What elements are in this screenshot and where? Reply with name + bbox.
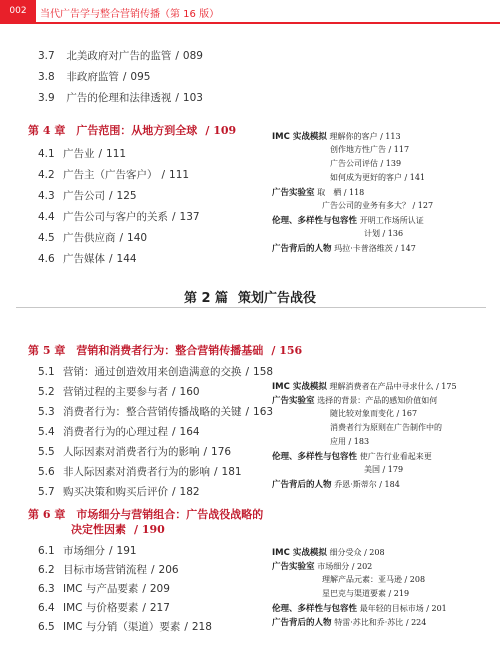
section-page: 111 [106,148,127,160]
side-feature-line [330,436,369,447]
section-page: 111 [169,169,190,181]
section-number: 5.6 [38,466,55,478]
feature-label: 广告实验室 [272,188,315,198]
section-title: 市场细分 [63,545,105,557]
chapter-heading: 第 4 章 广告范围：从地方到全球 / 109 [28,124,237,137]
section-page: 217 [149,602,170,614]
section-number: 3.9 [38,92,55,104]
section-number: 5.1 [38,366,55,378]
side-feature-line [272,214,424,226]
feature-text: 星巴克与渠道要素 / 219 [322,589,410,598]
section-number: 5.3 [38,406,55,418]
side-feature-line [322,200,433,211]
section-page: 191 [116,545,137,557]
side-feature-line [272,546,385,558]
section-number: 4.4 [38,211,55,223]
toc-section-row: 4.5 广告供应商 / 140 [38,232,148,244]
toc-section-row: 5.4 消费者行为的心理过程 / 164 [38,426,200,438]
section-page: 163 [253,406,274,418]
section-title: 广告的伦理和法律透视 [66,92,172,104]
chapter-page: 190 [141,523,165,536]
toc-section-row: 6.4 IMC 与价格要素 / 217 [38,602,170,614]
toc-section-row: 5.1 营销：通过创造效用来创造满意的交换 / 158 [38,366,274,378]
section-title: IMC 与产品要素 [63,583,139,595]
section-title: 广告公司 [63,190,105,202]
feature-text: 开明工作场所认证 [359,216,424,225]
feature-label: 广告实验室 [272,562,315,572]
section-number: 5.4 [38,426,55,438]
feature-text: 特雷·苏比和乔·苏比 / 224 [334,618,427,627]
section-page: 181 [221,466,242,478]
side-feature-line [330,172,425,183]
part-label: 第 2 篇 [183,291,229,306]
toc-section-row: 4.4 广告公司与客户的关系 / 137 [38,211,200,223]
toc-section-row: 5.6 非人际因素对消费者行为的影响 / 181 [38,466,242,478]
feature-text: 理解产品元素：亚马逊 / 208 [322,575,426,584]
feature-label: 广告背后的人物 [272,618,332,628]
feature-text: 理解你的客户 / 113 [329,132,401,141]
toc-section-row: 4.3 广告公司 / 125 [38,190,137,202]
part-divider [16,307,486,308]
feature-text: 乔恩·斯蒂尔 / 184 [334,480,400,489]
section-title: 人际因素对消费者行为的影响 [63,446,200,458]
section-title: 购买决策和购买后评价 [63,486,168,498]
feature-text: 玛拉·卡普洛维茨 / 147 [334,244,416,253]
section-title: IMC 与分销（渠道）要素 [63,621,181,633]
chapter-heading-line2: 决定性因素 / 190 [71,523,165,536]
side-feature-line [364,228,403,239]
section-number: 5.5 [38,446,55,458]
side-feature-line [330,158,401,169]
feature-text: 创作地方性广告 / 117 [330,145,410,154]
page-header [0,0,500,24]
feature-label: IMC 实战模拟 [272,132,327,142]
chapter-page: 109 [213,124,237,137]
side-feature-line [330,408,417,419]
section-title: IMC 与价格要素 [63,602,139,614]
feature-text: 使广告行业看起来更 [359,452,432,461]
chapter-title-cont: 决定性因素 [71,523,126,536]
section-page: 140 [127,232,148,244]
chapter-heading: 第 5 章 营销和消费者行为：整合营销传播基础 / 156 [28,344,303,357]
feature-text: 广告公司评估 / 139 [330,159,402,168]
side-feature-line [272,478,400,490]
section-page: 144 [116,253,137,265]
running-title: 当代广告学与整合营销传播（第 16 版） [40,9,220,20]
chapter-title: 第 4 章 广告范围：从地方到全球 [28,124,198,137]
side-feature-line [272,380,457,392]
toc-section-row: 5.5 人际因素对消费者行为的影响 / 176 [38,446,232,458]
chapter-page: 156 [279,344,303,357]
section-title: 非人际因素对消费者行为的影响 [63,466,210,478]
side-feature-line [272,450,432,462]
section-number: 6.5 [38,621,55,633]
feature-text: 应用 / 183 [330,437,370,446]
toc-section-row: 5.2 营销过程的主要参与者 / 160 [38,386,200,398]
side-feature-line [330,144,409,155]
section-number: 4.6 [38,253,55,265]
feature-label: IMC 实战模拟 [272,382,327,392]
section-number: 4.5 [38,232,55,244]
section-title: 广告公司与客户的关系 [63,211,168,223]
section-page: 137 [179,211,200,223]
side-feature-line [272,560,372,572]
section-page: 164 [179,426,200,438]
toc-section-row: 6.5 IMC 与分销（渠道）要素 / 218 [38,621,212,633]
chapter-title: 第 6 章 市场细分与营销组合：广告战役战略的 [28,508,264,521]
page-number: 002 [0,0,36,22]
side-feature-line [322,588,409,599]
feature-text: 细分受众 / 208 [329,548,385,557]
feature-text: 选择的背景：产品的感知价值如何 [317,396,438,405]
side-feature-line [272,130,401,142]
section-page: 160 [179,386,200,398]
section-number: 4.1 [38,148,55,160]
feature-text: 美国 / 179 [364,465,404,474]
section-title: 广告业 [63,148,95,160]
section-number: 3.7 [38,50,55,62]
chapter-title: 第 5 章 营销和消费者行为：整合营销传播基础 [28,344,264,357]
feature-text: 随比较对象而变化 / 167 [330,409,418,418]
section-number: 6.1 [38,545,55,557]
toc-section-row: 3.7 北美政府对广告的监管 / 089 [38,50,203,62]
section-number: 3.8 [38,71,55,83]
section-number: 6.2 [38,564,55,576]
section-title: 消费者行为的心理过程 [63,426,168,438]
feature-text: 最年轻的目标市场 / 201 [359,604,447,613]
feature-text: 取 栖 / 118 [317,188,365,197]
side-feature-line [272,602,447,614]
toc-section-row: 4.1 广告业 / 111 [38,148,127,160]
section-page: 125 [116,190,137,202]
section-page: 089 [182,50,203,62]
toc-section-row: 3.8 非政府监管 / 095 [38,71,151,83]
feature-text: 市场细分 / 202 [317,562,373,571]
section-title: 北美政府对广告的监管 [66,50,172,62]
side-feature-line [272,186,364,198]
section-number: 6.4 [38,602,55,614]
part-title: 策划广告战役 [238,291,317,306]
side-feature-line [364,464,403,475]
toc-section-row: 4.6 广告媒体 / 144 [38,253,137,265]
section-page: 209 [149,583,170,595]
feature-text: 消费者行为原则在广告制作中的 [330,423,442,432]
section-title: 非政府监管 [66,71,119,83]
section-title: 营销：通过创造效用来创造满意的交换 [63,366,242,378]
feature-text: 如何成为更好的客户 / 141 [330,173,426,182]
feature-text: 计划 / 136 [364,229,404,238]
section-page: 176 [211,446,232,458]
section-number: 4.3 [38,190,55,202]
section-title: 营销过程的主要参与者 [63,386,168,398]
toc-section-row: 5.7 购买决策和购买后评价 / 182 [38,486,200,498]
section-page: 103 [182,92,203,104]
feature-label: 伦理、多样性与包容性 [272,216,358,226]
chapter-heading [28,506,263,522]
feature-label: 广告实验室 [272,396,315,406]
section-page: 206 [158,564,179,576]
toc-section-row: 6.1 市场细分 / 191 [38,545,137,557]
section-title: 广告主（广告客户） [63,169,158,181]
section-number: 5.7 [38,486,55,498]
toc-section-row: 5.3 消费者行为：整合营销传播战略的关键 / 163 [38,406,274,418]
toc-section-row: 6.3 IMC 与产品要素 / 209 [38,583,170,595]
section-number: 5.2 [38,386,55,398]
side-feature-line [322,574,425,585]
section-title: 消费者行为：整合营销传播战略的关键 [63,406,242,418]
section-page: 218 [191,621,212,633]
side-feature-line [330,422,442,433]
feature-label: 广告背后的人物 [272,244,332,254]
feature-text: 理解消费者在产品中寻求什么 / 175 [329,382,457,391]
feature-label: 伦理、多样性与包容性 [272,452,358,462]
feature-text: 广告公司的业务有多大？ / 127 [322,201,434,210]
section-title: 目标市场营销流程 [63,564,147,576]
section-number: 6.3 [38,583,55,595]
feature-label: 广告背后的人物 [272,480,332,490]
toc-section-row: 6.2 目标市场营销流程 / 206 [38,564,179,576]
header-rule [0,22,500,24]
section-number: 4.2 [38,169,55,181]
section-title: 广告媒体 [63,253,105,265]
section-page: 158 [253,366,274,378]
section-title: 广告供应商 [63,232,116,244]
side-feature-line [272,394,437,406]
feature-label: 伦理、多样性与包容性 [272,604,358,614]
section-page: 182 [179,486,200,498]
toc-section-row: 3.9 广告的伦理和法律透视 / 103 [38,92,203,104]
side-feature-line [272,242,416,254]
toc-section-row: 4.2 广告主（广告客户） / 111 [38,169,190,181]
side-feature-line [272,616,426,628]
part-heading [0,287,500,306]
section-page: 095 [130,71,151,83]
feature-label: IMC 实战模拟 [272,548,327,558]
